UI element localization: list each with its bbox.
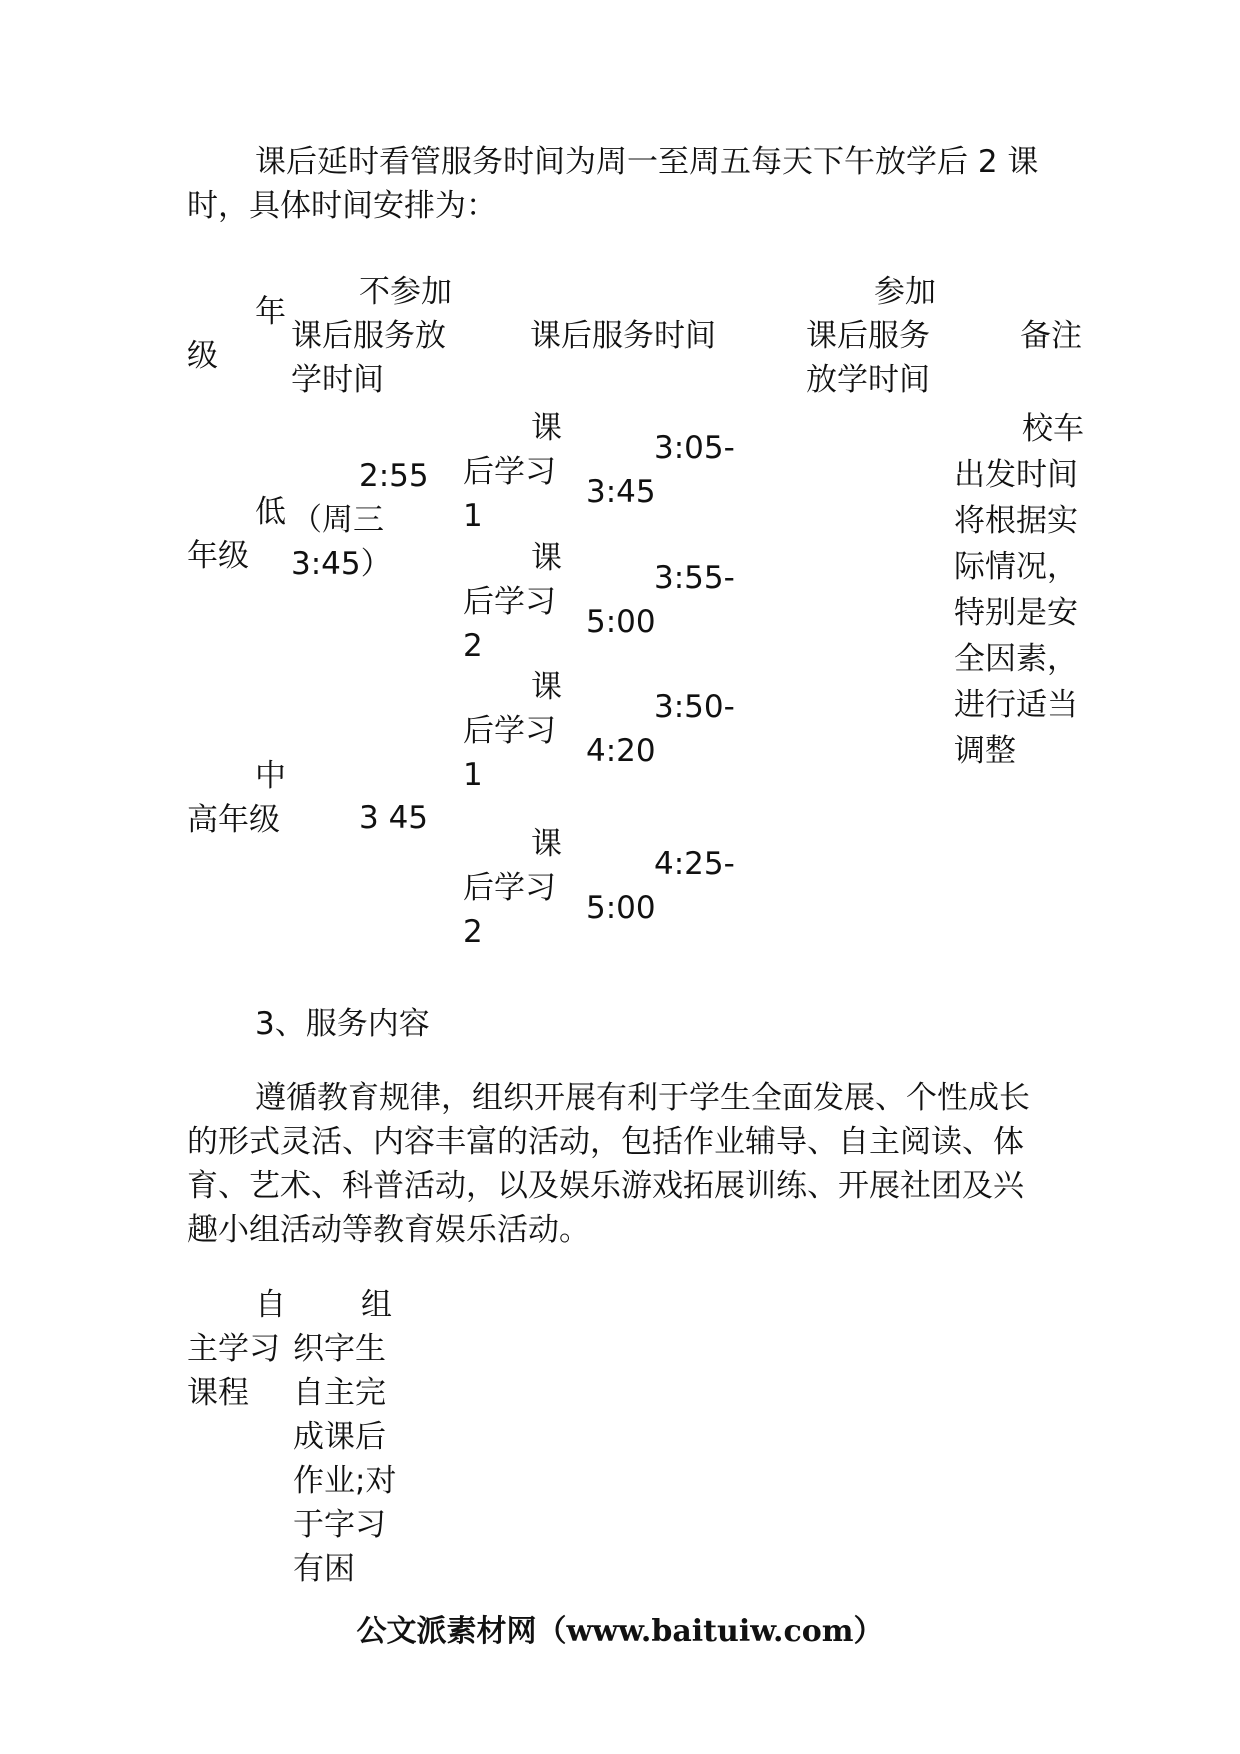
schedule-note: 校车出发时间将根据实际情况，特别是安全因素，进行适当调整 xyxy=(954,411,1084,769)
session-name: 课后学习 1 xyxy=(463,410,562,534)
session-time: 3:05-3:45 xyxy=(586,430,735,510)
table-row-grade: 中高年级 xyxy=(187,758,286,838)
header-service-time: 课后服务时间 xyxy=(530,318,716,354)
header-grade: 年级 xyxy=(187,294,286,374)
session-time: 3:50-4:20 xyxy=(586,689,735,769)
header-no-service: 不参加课后服务放学时间 xyxy=(291,274,452,398)
table-row-no-service: 3 45 xyxy=(359,800,429,836)
session-name: 课后学习 2 xyxy=(463,826,562,950)
footer-watermark: 公文派素材网（www.baituiw.com） xyxy=(356,1614,884,1649)
session-name: 课后学习 1 xyxy=(463,669,562,793)
table-row-no-service: 2:55 （周三 3:45） xyxy=(291,458,429,582)
session-time: 3:55-5:00 xyxy=(586,560,735,640)
course-name: 自主学习课程 xyxy=(187,1287,286,1411)
session-time: 4:25-5:00 xyxy=(586,846,735,926)
course-desc: 组织字生自主完成课后作业;对于字习有困 xyxy=(293,1287,397,1587)
header-note: 备注 xyxy=(1020,318,1082,354)
table-row-grade: 低年级 xyxy=(187,494,286,574)
section-body: 遵循教育规律，组织开展有利于学生全面发展、个性成长的形式灵活、内容丰富的活动，包括作业辅导、自主阅读、体育、艺术、科普活动，以及娱乐游戏拓展训练、开展社团及兴趣小组活动等教育娱乐活动。 xyxy=(187,1080,1030,1248)
intro-paragraph: 课后延时看管服务时间为周一至周五每天下午放学后 2 课时，具体时间安排为： xyxy=(187,144,1039,224)
header-with-service: 参加课后服务放学时间 xyxy=(806,274,936,398)
session-name: 课后学习 2 xyxy=(463,540,562,664)
section-title: 3、服务内容 xyxy=(255,1006,430,1042)
